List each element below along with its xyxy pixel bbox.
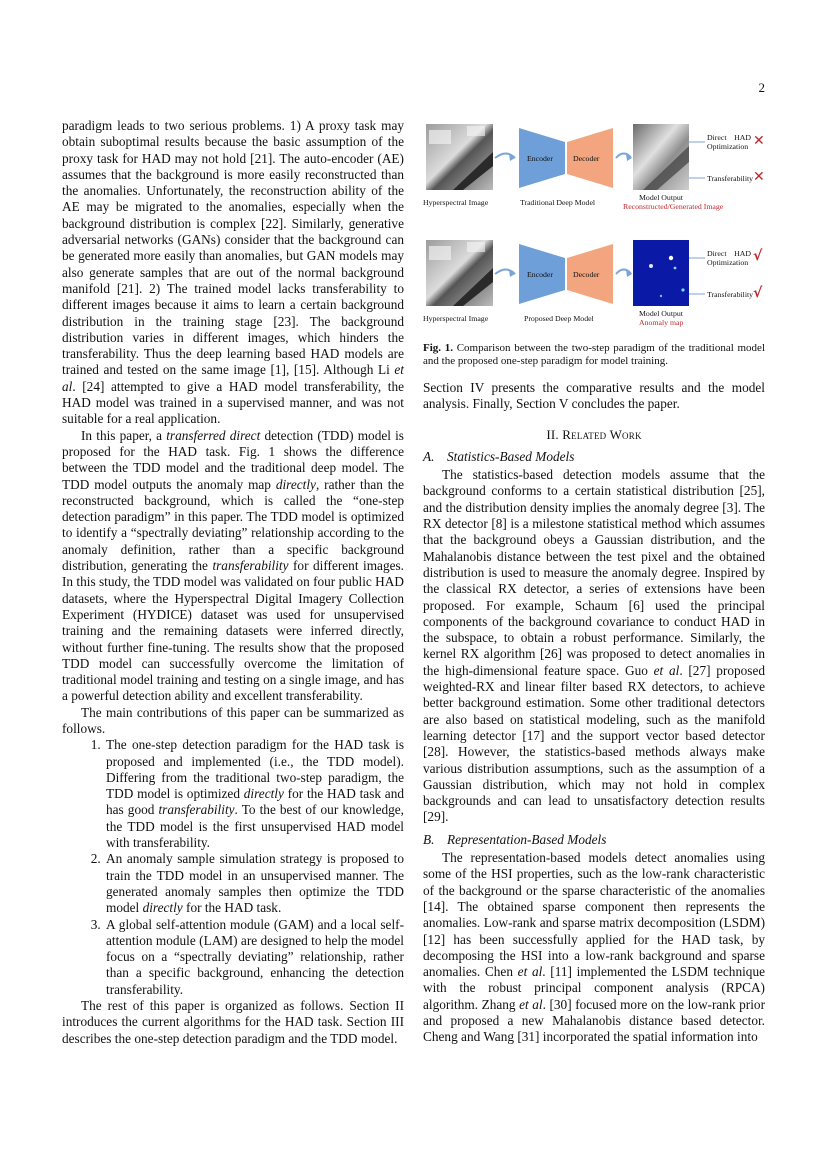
row1-decoder-label: Decoder: [573, 154, 600, 163]
section-heading-related-work: II. Related Work: [546, 426, 642, 442]
row1-output-image: [633, 124, 689, 190]
right-column: [423, 118, 765, 1046]
list-item: 2. An anomaly sample simulation strategy is proposed to train the TDD model in an unsupervised manner. The generated anomaly samples then optimize the TDD model directly for the HAD task.: [104, 851, 404, 916]
row2-output-label: Model Output: [639, 309, 683, 318]
page-number: 2: [758, 80, 765, 95]
row1-encoder-label: Encoder: [527, 154, 553, 163]
list-item: 1. The one-step detection paradigm for the HAD task is proposed and implemented (i.e., the TDD model). Differing from the traditional two-step paradigm, the TDD model is optimized directly for the HAD task and has good transferability. To the best of our knowledge, the TDD model is the first unsupervised HAD model with transferability.: [104, 737, 404, 851]
row2-mark-optimization: √: [753, 248, 763, 264]
row1-criterion-optimization: Direct HAD Optimization: [707, 133, 751, 151]
subsection-heading-statistics: A. Statistics-Based Models: [423, 448, 575, 464]
row2-mark-transferability: √: [753, 285, 763, 301]
row1-criterion-transferability: Transferability: [707, 174, 754, 183]
list-item: 3. A global self-attention module (GAM) and a local self-attention module (LAM) are designed to help the model focus on a “spectrally deviating” relationship, rather than a specific background, enhancing the detection transferability.: [104, 917, 404, 998]
row2-criterion-transferability: Transferability: [707, 290, 754, 299]
row2-input-label: Hyperspectral Image: [423, 314, 489, 323]
row1-mark-optimization: ✕: [753, 133, 765, 149]
row1-model-label: Traditional Deep Model: [520, 198, 596, 207]
row2-anomaly-map: [633, 240, 689, 306]
paragraph-representation-models: The representation-based models detect anomalies using some of the HSI properties, such as the low-rank characteristic of the background or the sparse characteristic of the anomalies [14]. The obtained sparse component then represents the anomalies. Low-rank and sparse matrix decomposition (LSDM) [12] has been successfully applied for the HAD task, by decomposing the HSI into a low-rank background and sparse anomalies. Chen et al. [11] implemented the LSDM technique with the robust principal component analysis (RPCA) algorithm. Zhang et al. [30] focused more on the low-rank prior and proposed a new Mahalanobis distance based detector. Cheng and Wang [31] incorporated the spatial information into: [423, 850, 766, 1045]
row2-decoder-label: Decoder: [573, 270, 600, 279]
row1-output-label: Model Output: [639, 193, 683, 202]
row2-model-label: Proposed Deep Model: [524, 314, 594, 323]
row2-encoder-label: Encoder: [527, 270, 553, 279]
row1-mark-transferability: ✕: [753, 169, 765, 185]
paragraph-statistics-models: The statistics-based detection models assume that the background conforms to a certain statistical distribution [25], and the distribution density implies the anomaly degree [3]. The RX detector [8] is a milestone statistical method which assumes that the background obeys a Gaussian distribution, and the Mahalanobis distance between the test pixel and the obtained distribution is used to measure the anomaly degree. Inspired by the classical RX detector, a series of extensions have been proposed. For example, Schaum [6] used the principal components of the background covariance to conduct HAD in the subspace, to obtain a robust performance. Similarly, the kernel RX algorithm [26] was proposed to detect anomalies in the high-dimensional feature space. Guo et al. [27] proposed weighted-RX and linear filter based RX detectors, to achieve better background estimation. Some other traditional detectors are also based on statistical modeling, such as the manifold learning detector [17] and the support vector based detector [28]. However, the statistics-based methods always make various distribution assumptions, such as the assumption of a Gaussian distribution, which may not hold in complex backgrounds and can lead to unsatisfactory detection results [29].: [423, 467, 766, 825]
figure-1: [423, 118, 765, 334]
subsection-heading-representation: B. Representation-Based Models: [423, 831, 607, 847]
paragraph-organization: The rest of this paper is organized as follows. Section II introduces the current algorithms for the HAD task. Section III describes the one-step detection paradigm and the TDD model.: [62, 998, 404, 1046]
paragraph-sections-remaining: Section IV presents the comparative results and the model analysis. Finally, Section V concludes the paper.: [423, 380, 765, 412]
row2-input-image: [426, 240, 493, 306]
paragraph-tdd-intro: In this paper, a transferred direct detection (TDD) model is proposed for the HAD task. Fig. 1 shows the difference between the TDD model and the traditional deep model. The TDD model outputs the anomaly map directly, rather than the reconstructed background, which is called the “one-step detection paradigm” in this paper. The TDD model is optimized to identify a “spectrally deviating” relationship according to the anomaly definition, rather than a specific background distribution, generating the transferability for different images. In this study, the TDD model was validated on four public HAD datasets, where the Hyperspectral Digital Imagery Collection Experiment (HYDICE) dataset was used for unsupervised training and the remaining datasets were inferred directly, without further fine-tuning. The results show that the proposed TDD model can successfully overcome the limitation of traditional model training and testing on a single image, and has a powerful detection ability and excellent transferability.: [62, 427, 405, 704]
figure-1-caption: Fig. 1. Comparison between the two-step paradigm of the traditional model and the proposed one-step paradigm for model training.: [423, 342, 766, 367]
row1-input-image: [426, 124, 493, 190]
row1-output-sub: Reconstructed/Generated Image: [623, 202, 724, 211]
left-column: [62, 118, 404, 1047]
row2-output-sub: Anomaly map: [639, 318, 684, 327]
paragraph-problems: paradigm leads to two serious problems. 1) A proxy task may obtain suboptimal results because the basic assumption of the proxy task for HAD may not hold [21]. The auto-encoder (AE) assumes that the background is more easily reconstructed than the anomalies. Unfortunately, the reconstruction ability of the AE may be migrated to the anomalies, especially when the background distribution is complex [22]. Similarly, generative adversarial networks (GANs) consider that the background can be generated more easily than anomalies, but GAN models may also generate samples that are out of the normal background manifold [21]. 2) The trained model lacks transferability to different images because it aims to learn a certain background distribution in the training stage [23]. The background distribution varies in different images, which hinders the transferability. Thus the deep learning based HAD models are trained and tested on the same image [1], [15]. Although Li et al. [24] attempted to give a HAD model transferability, the HAD model was trained in a supervised manner, and was not suitable for a real application.: [62, 118, 404, 427]
paragraph-contributions-intro: The main contributions of this paper can be summarized as follows.: [62, 704, 404, 736]
row2-criterion-optimization: Direct HAD Optimization: [707, 249, 751, 267]
row1-input-label: Hyperspectral Image: [423, 198, 489, 207]
contributions-list: [62, 737, 404, 998]
